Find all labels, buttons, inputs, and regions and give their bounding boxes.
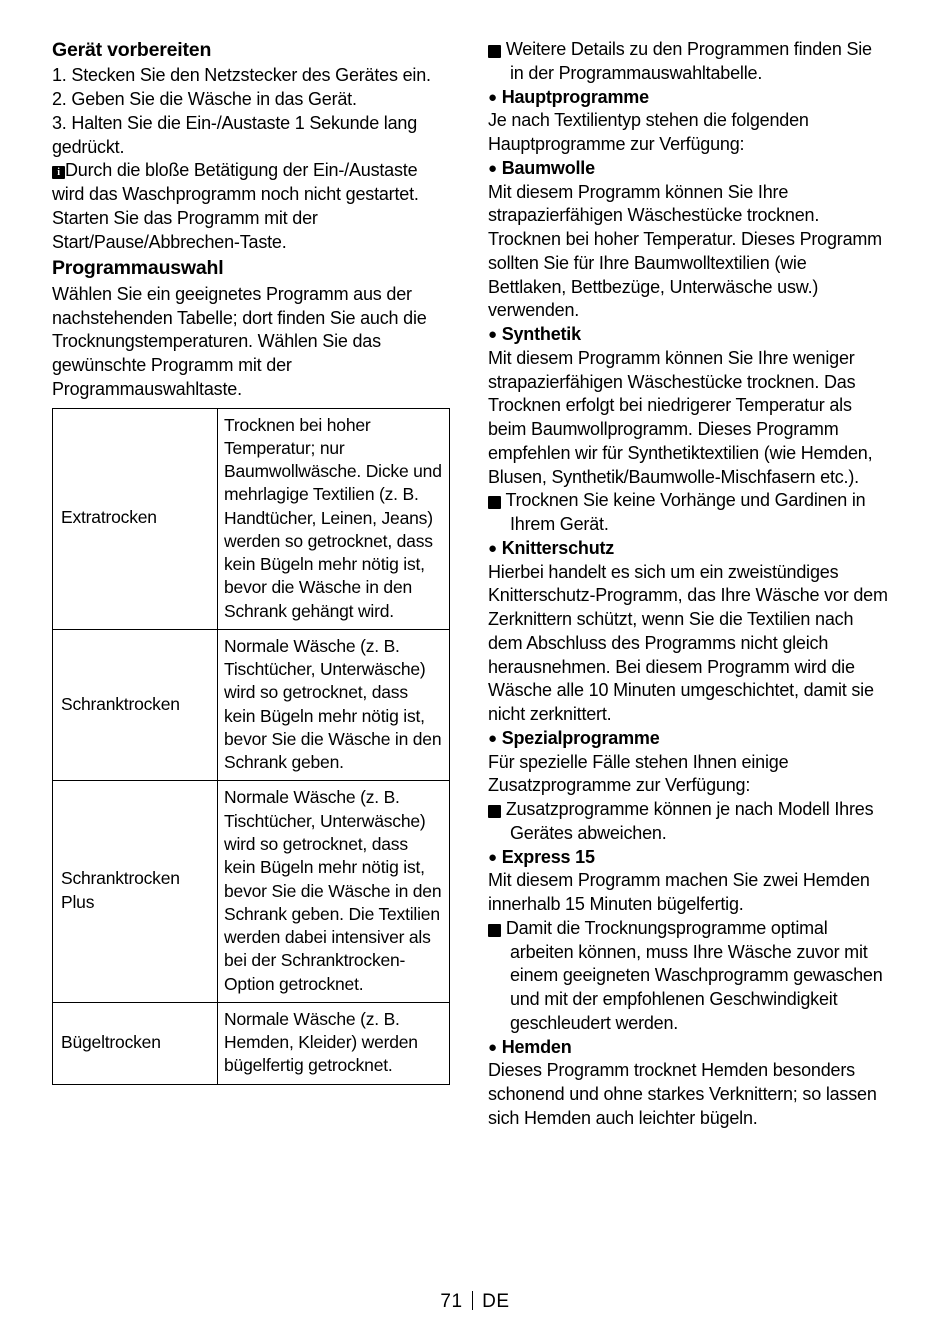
- bullet-cotton-label: Baumwolle: [501, 157, 595, 178]
- program-description: Normale Wäsche (z. B. Tischtücher, Unterwäsche) wird so getrocknet, dass kein Bügeln mehr nötig ist, bevor Sie die Wäsche in den Schrank geben.: [218, 629, 450, 781]
- bullet-express-15-label: Express 15: [501, 846, 595, 867]
- bullet-dot-icon: ●: [488, 1038, 497, 1056]
- right-column: [482, 38, 888, 1131]
- program-description: Trocknen bei hoher Temperatur; nur Baumwollwäsche. Dicke und mehrlagige Textilien (z. B. Handtücher, Leinen, Jeans) werden so getrocknet, dass kein Bügeln mehr nötig ist, bevor die Wäsche in den Schrank gehängt wird.: [218, 408, 450, 629]
- bullet-dot-icon: ●: [488, 539, 497, 557]
- language-code: DE: [482, 1291, 510, 1312]
- table-row: [53, 781, 450, 1002]
- bullet-anticrease: [488, 537, 888, 561]
- bullet-dot-icon: ●: [488, 848, 497, 866]
- page-footer: [0, 1291, 950, 1313]
- table-row: [53, 408, 450, 629]
- synthetics-paragraph: Mit diesem Programm können Sie Ihre weniger strapazierfähigen Wäschestücke trocknen. Das Trocknen erfolgt bei niedrigerer Temperatur als beim Baumwollprogramm. Dieses Programm empfehlen wir für Synthetiktextilien (wie Hemden, Blusen, Synthetik/Baumwolle-Mischfasern etc.).: [488, 347, 873, 487]
- info-icon: i: [488, 924, 501, 937]
- note-drying-programs-text: Damit die Trocknungsprogramme optimal arbeiten können, muss Ihre Wäsche zuvor mit einem geeigneten Waschprogramm gewaschen und mit der empfohlenen Geschwindigkeit geschleudert werden.: [505, 917, 883, 1033]
- bullet-main-programs: [488, 86, 888, 110]
- cotton-paragraph: Mit diesem Programm können Sie Ihre strapazierfähigen Wäschestücke trocknen. Trocknen bei hoher Temperatur. Dieses Programm sollten Sie für Ihre Baumwolltextilien (wie Bettlaken, Bettbezüge, Unterwäsche usw.) verwenden.: [488, 181, 882, 321]
- bullet-express-15: [488, 846, 888, 870]
- note-drying-programs: [482, 917, 888, 1036]
- bullet-dot-icon: ●: [488, 159, 497, 177]
- program-description: Normale Wäsche (z. B. Tischtücher, Unterwäsche) wird so getrocknet, dass kein Bügeln mehr nötig ist, bevor Sie die Wäsche in den Schrank geben. Die Textilien werden dabei intensiver als bei der Schranktrocken-Option getrocknet.: [218, 781, 450, 1002]
- bullet-dot-icon: ●: [488, 88, 497, 106]
- info-icon: i: [52, 166, 65, 179]
- info-icon: i: [488, 805, 501, 818]
- bullet-dot-icon: ●: [488, 326, 497, 343]
- bullet-shirts-label: Hemden: [501, 1036, 572, 1057]
- program-name: Extratrocken: [53, 408, 218, 629]
- express-15-paragraph: Mit diesem Programm machen Sie zwei Hemden innerhalb 15 Minuten bügelfertig.: [488, 870, 870, 914]
- footer-divider: [472, 1291, 474, 1310]
- main-programs-paragraph: Je nach Textilientyp stehen die folgenden Hauptprogramme zur Verfügung:: [488, 110, 809, 154]
- section-heading-prepare-appliance: Gerät vorbereiten: [52, 39, 212, 61]
- table-row: [53, 629, 450, 781]
- step-2: 2. Geben Sie die Wäsche in das Gerät.: [52, 89, 357, 110]
- left-column: [52, 38, 452, 1085]
- shirts-paragraph: Dieses Programm trocknet Hemden besonders schonend und ohne starkes Verknittern; so lassen sich Hemden auch leichter bügeln.: [488, 1060, 877, 1128]
- bullet-shirts: [488, 1036, 888, 1060]
- program-name: Bügeltrocken: [53, 1002, 218, 1084]
- special-programs-paragraph: Für spezielle Fälle stehen Ihnen einige Zusatzprogramme zur Verfügung:: [488, 751, 789, 796]
- table-row: [53, 1002, 450, 1084]
- bullet-anticrease-label: Knitterschutz: [501, 537, 615, 558]
- program-table: [52, 408, 450, 1085]
- section-heading-program-selection: Programmauswahl: [52, 257, 224, 280]
- program-name: Schranktrocken Plus: [53, 781, 218, 1002]
- note-curtains: [482, 489, 888, 537]
- note-curtains-text: Trocknen Sie keine Vorhänge und Gardinen in Ihrem Gerät.: [505, 490, 866, 534]
- program-description: Normale Wäsche (z. B. Hemden, Kleider) werden bügelfertig getrocknet.: [218, 1002, 450, 1084]
- bullet-cotton: [488, 157, 888, 181]
- note-power-button-text: Durch die bloße Betätigung der Ein-/Austaste wird das Waschprogramm noch nicht gestartet. Starten Sie das Programm mit der Start/Pause/Abbrechen-Taste.: [52, 160, 419, 252]
- program-name: Schranktrocken: [53, 629, 218, 781]
- bullet-dot-icon: ●: [488, 729, 497, 747]
- page-number: 71: [440, 1291, 463, 1312]
- bullet-synthetics: [488, 323, 888, 347]
- note-additional-programs: [482, 798, 888, 846]
- bullet-special-programs-label: Spezialprogramme: [501, 727, 660, 748]
- bullet-main-programs-label: Hauptprogramme: [501, 86, 649, 107]
- note-additional-programs-text: Zusatzprogramme können je nach Modell Ihres Gerätes abweichen.: [505, 799, 874, 843]
- info-icon: i: [488, 496, 501, 509]
- note-power-button: [52, 159, 452, 254]
- anticrease-paragraph: Hierbei handelt es sich um ein zweistündiges Knitterschutz-Programm, das Ihre Wäsche vor dem Zerknittern schützt, wenn Sie die Textilien nach dem Abschluss des Programms nicht gleich herausnehmen. Bei diesem Programm wird die Wäsche alle 10 Minuten umgeschichtet, damit sie nicht zerknittert.: [488, 561, 888, 724]
- bullet-synthetics-label: Synthetik: [501, 324, 581, 344]
- step-1: 1. Stecken Sie den Netzstecker des Gerätes ein.: [52, 65, 431, 86]
- step-3: 3. Halten Sie die Ein-/Austaste 1 Sekunde lang gedrückt.: [52, 112, 418, 157]
- note-program-details: [482, 38, 888, 86]
- bullet-special-programs: [488, 727, 888, 751]
- info-icon: i: [488, 45, 501, 58]
- program-selection-paragraph: Wählen Sie ein geeignetes Programm aus der nachstehenden Tabelle; dort finden Sie auch die Trocknungstemperaturen. Wählen Sie das gewünschte Programm mit der Programmauswahltaste.: [52, 283, 427, 399]
- note-program-details-text: Weitere Details zu den Programmen finden Sie in der Programmauswahltabelle.: [505, 39, 872, 83]
